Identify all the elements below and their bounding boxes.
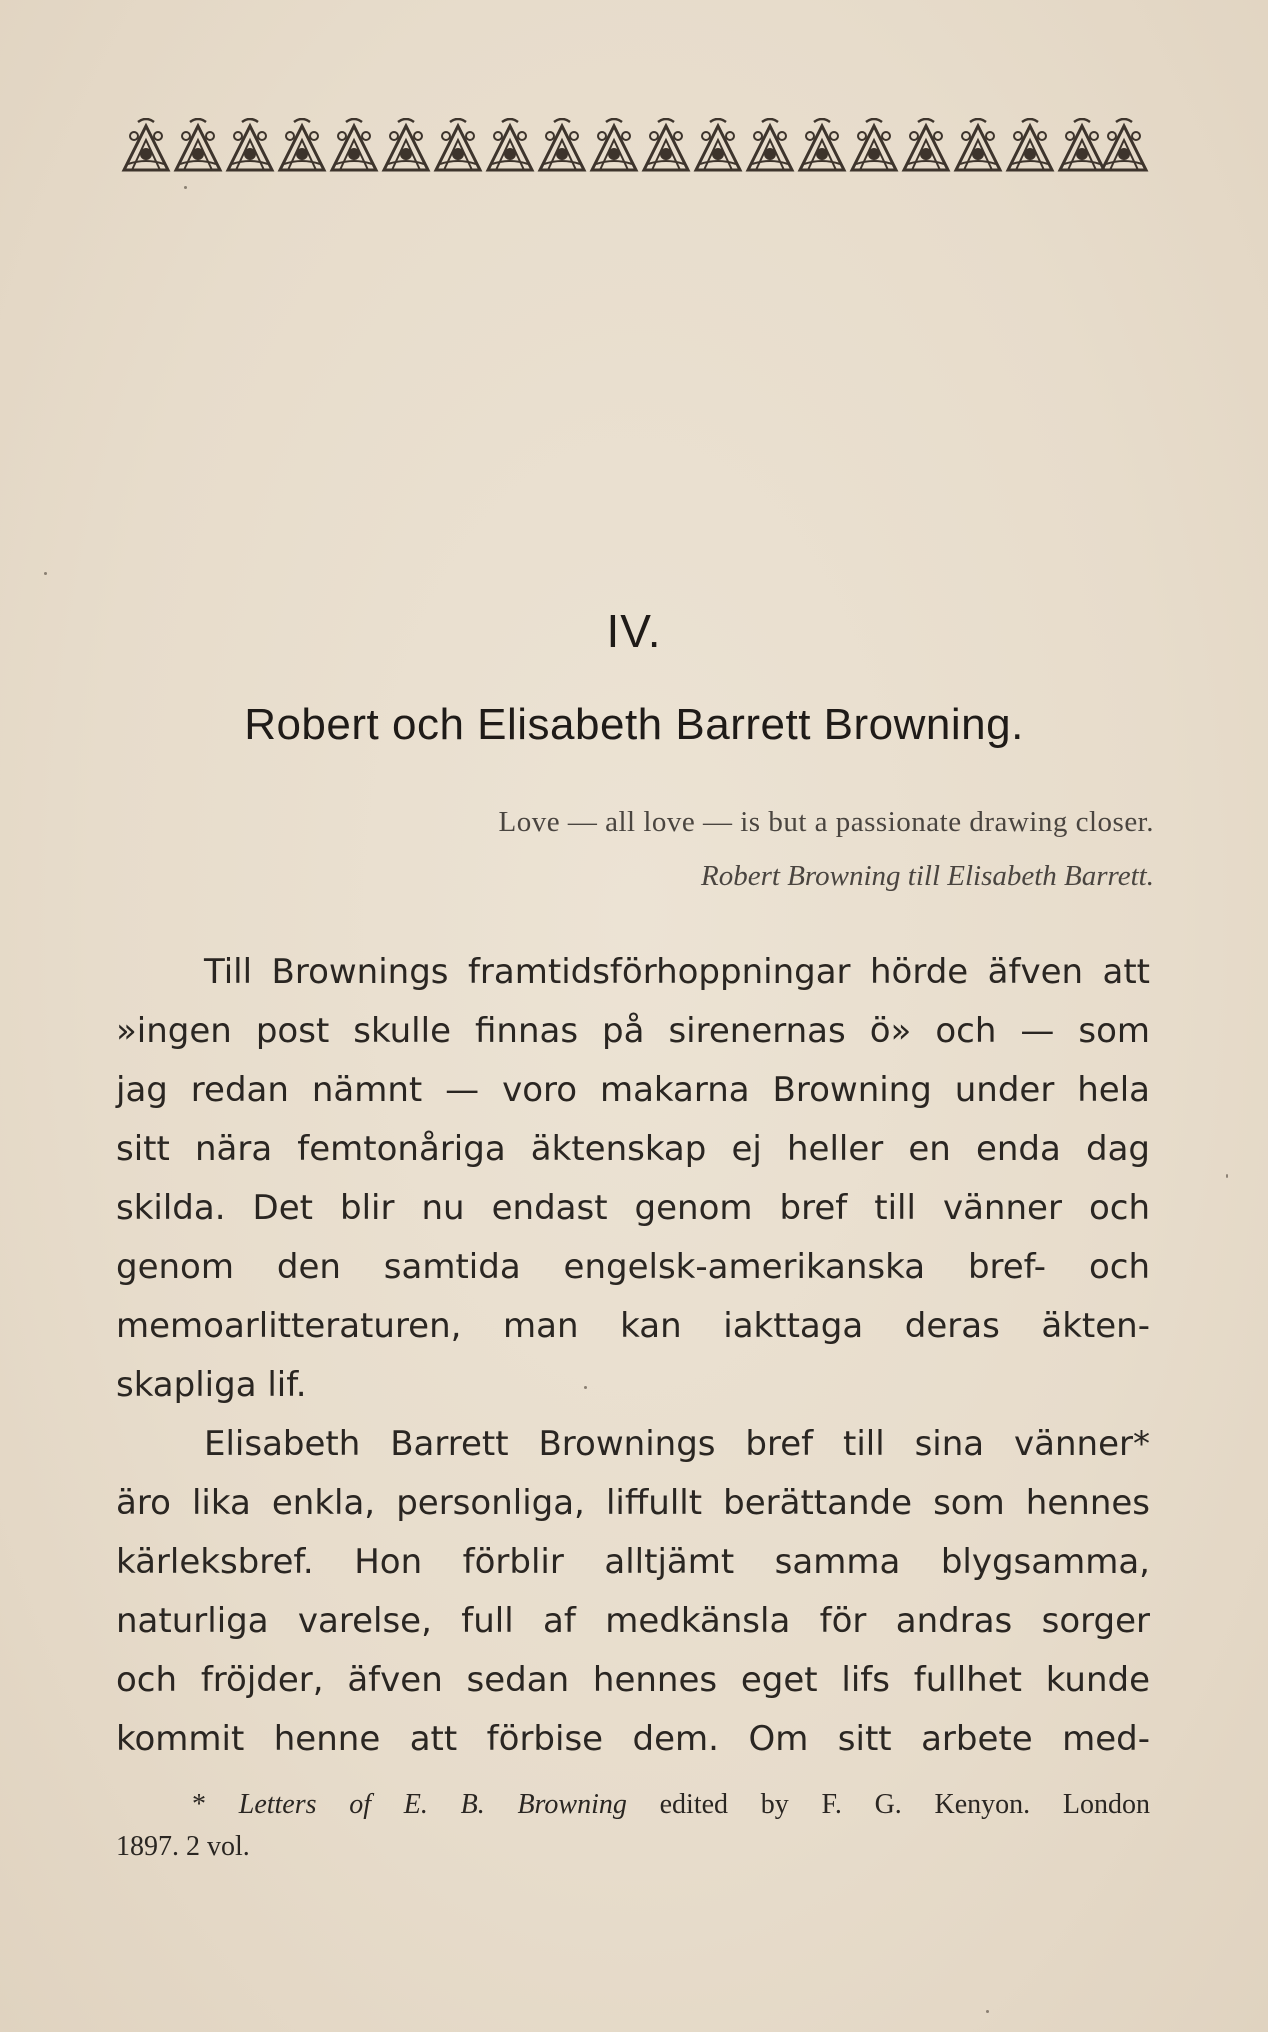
chapter-title: Robert och Elisabeth Barrett Browning. (244, 700, 1024, 749)
body-line: »ingen post skulle finnas på sirenernas ö» och — som (116, 1011, 1150, 1051)
epigraph-source: Robert Browning till Elisabeth Barrett. (701, 860, 1154, 892)
body-line: och fröjder, äfven sedan hennes eget lifs fullhet kunde (116, 1660, 1150, 1700)
footnote-text: edited by F. G. Kenyon. London (659, 1789, 1151, 1820)
body-line: skilda. Det blir nu endast genom bref till vänner och (116, 1188, 1150, 1228)
paper-speck (1226, 1174, 1228, 1178)
paper-speck (184, 186, 187, 189)
body-line: Till Brownings framtidsförhoppningar hörde äfven att (204, 952, 1150, 992)
body-line: naturliga varelse, full af medkänsla för andras sorger (116, 1601, 1150, 1641)
body-line: sitt nära femtonåriga äktenskap ej heller en enda dag (116, 1129, 1150, 1169)
paper-speck (986, 2010, 989, 2013)
body-line: jag redan nämnt — voro makarna Browning under hela (116, 1070, 1150, 1110)
paper-speck (584, 1386, 587, 1389)
body-line: äro lika enkla, personliga, liffullt berättande som hennes (116, 1483, 1150, 1523)
footnote (192, 1788, 1150, 1822)
footnote-title: Letters of E. B. Browning (238, 1789, 627, 1820)
epigraph-quote: Love — all love — is but a passionate drawing closer. (498, 806, 1154, 838)
body-line: memoarlitteraturen, man kan iakttaga deras äkten- (116, 1306, 1150, 1346)
floral-border-ornament-icon (120, 118, 1150, 174)
body-line: skapliga lif. (116, 1365, 307, 1405)
body-line: genom den samtida engelsk-amerikanska bref- och (116, 1247, 1150, 1287)
body-line: kommit henne att förbise dem. Om sitt arbete med- (116, 1719, 1150, 1759)
footnote-marker: * (192, 1789, 206, 1820)
footnote-continuation: 1897. 2 vol. (116, 1831, 250, 1862)
chapter-number: IV. (606, 605, 662, 657)
body-line: Elisabeth Barrett Brownings bref till sina vänner* (204, 1424, 1150, 1464)
paper-speck (44, 572, 47, 575)
body-line: kärleksbref. Hon förblir alltjämt samma blygsamma, (116, 1542, 1150, 1582)
